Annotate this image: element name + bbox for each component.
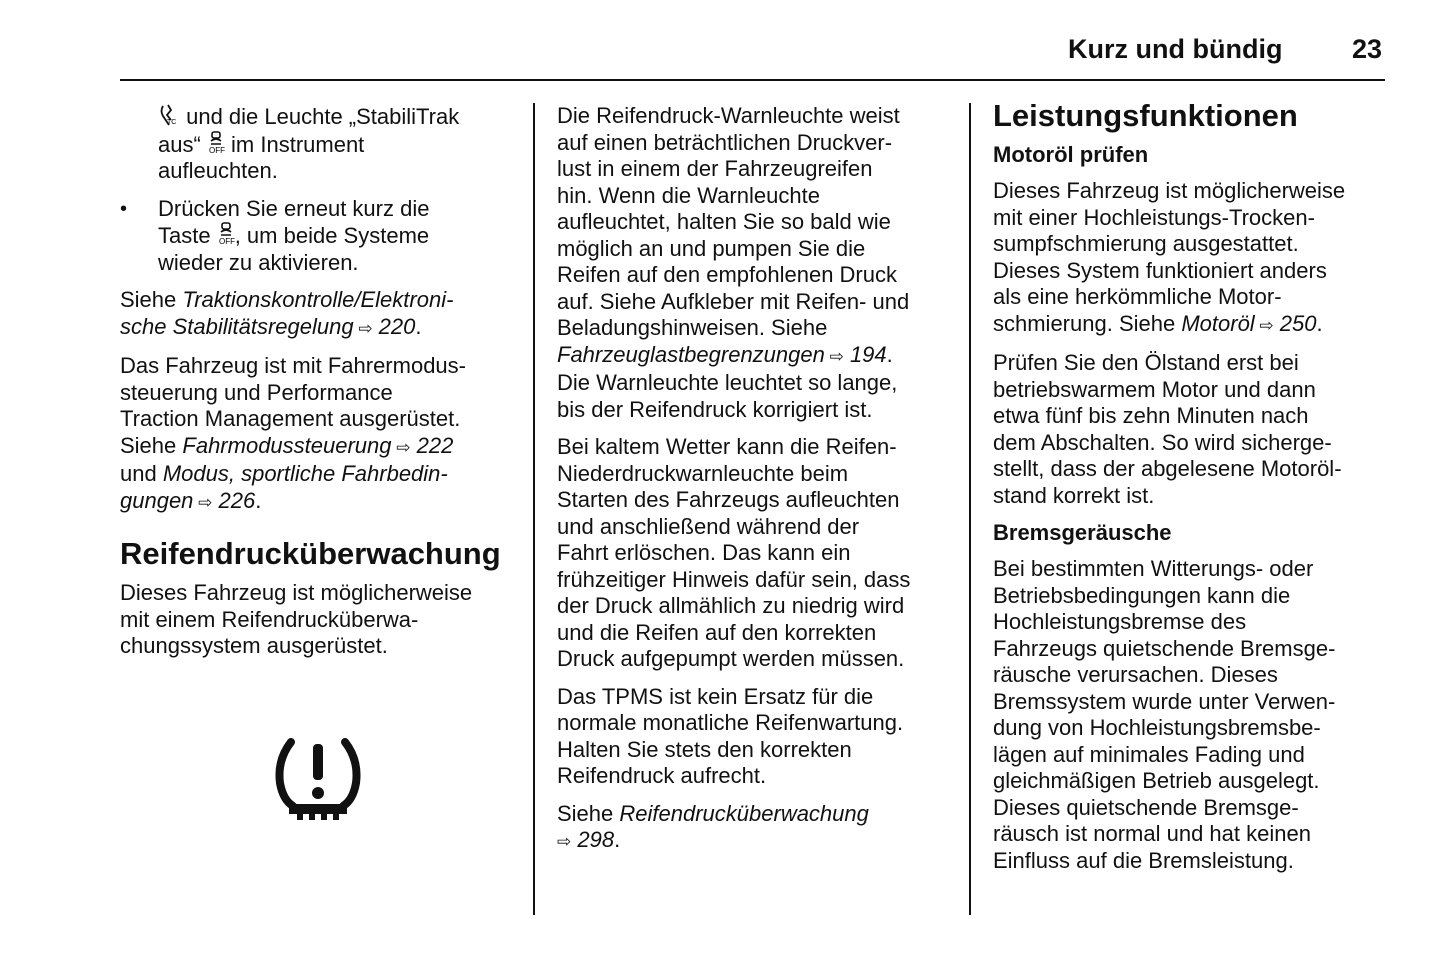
cross-reference: Modus, sportliche Fahrbedin-: [162, 461, 448, 486]
paragraph: [993, 556, 1388, 874]
text: räusche verursachen. Dieses: [993, 662, 1278, 687]
text: dung von Hochleistungsbremsbe-: [993, 715, 1321, 740]
text: der Druck allmählich zu niedrig wird: [557, 593, 905, 618]
page-ref-number: 222: [410, 432, 454, 458]
text: Das TPMS ist kein Ersatz für die: [557, 683, 874, 709]
paragraph: [120, 580, 520, 660]
subsection-heading: Motoröl prüfen: [993, 142, 1149, 167]
text: Dieses Fahrzeug ist möglicherweise: [120, 580, 473, 605]
text: , um beide Systeme: [234, 223, 430, 248]
column-left: [120, 103, 520, 671]
text: Starten des Fahrzeugs aufleuchten: [557, 487, 900, 512]
page-number: 23: [1352, 34, 1383, 64]
text: lägen auf minimales Fading und: [993, 741, 1305, 767]
text: Einfluss auf die Bremsleistung.: [993, 847, 1294, 873]
page-ref-number: 194: [843, 341, 887, 367]
text: im Instrument: [224, 131, 365, 157]
text: Bei bestimmten Witterungs- oder: [993, 556, 1314, 581]
text: und: [120, 461, 163, 486]
text: Prüfen Sie den Ölstand erst bei: [993, 350, 1299, 375]
text: Halten Sie stets den korrekten: [557, 736, 852, 762]
text: stellt, dass der abgelesene Motoröl-: [993, 456, 1342, 481]
tire-pressure-warning-icon: [275, 738, 361, 824]
text: räusch ist normal und hat keinen: [993, 821, 1311, 846]
text: Fahrt erlöschen. Das kann ein: [557, 540, 851, 565]
cross-reference: gungen: [120, 487, 194, 513]
page-ref-number: 250: [1273, 310, 1317, 336]
paragraph: [120, 287, 520, 342]
text: Drücken Sie erneut kurz die: [158, 195, 430, 221]
text: .: [614, 827, 621, 852]
column-right: [993, 98, 1388, 885]
section-heading: Reifendrucküberwachung: [120, 536, 501, 571]
text: auf. Siehe Aufkleber mit Reifen- und: [557, 288, 910, 314]
text: und die Reifen auf den korrekten: [557, 619, 877, 645]
text: Siehe: [557, 800, 620, 826]
cross-reference: Fahrmodussteuerung: [182, 432, 392, 458]
paragraph: [557, 684, 952, 790]
bullet-marker: •: [120, 197, 128, 220]
text: frühzeitiger Hinweis dafür sein, dass: [557, 566, 911, 592]
page-reference-arrow-icon: ⇨: [193, 492, 213, 512]
header-rule: [120, 79, 1385, 81]
text: Die Warnleuchte leuchtet so lange,: [557, 370, 898, 395]
text: schmierung. Siehe: [993, 310, 1182, 336]
page-reference-arrow-icon: ⇨: [391, 437, 411, 457]
text: stand korrekt ist.: [993, 482, 1155, 508]
page-reference-arrow-icon: ⇨: [824, 346, 844, 366]
text: Dieses quietschende Bremsge-: [993, 794, 1299, 820]
column-divider-right: [969, 103, 971, 915]
paragraph: [993, 350, 1388, 509]
text: normale monatliche Reifenwartung.: [557, 710, 904, 735]
text: Druck aufgepumpt werden müssen.: [557, 646, 905, 671]
bullet-item: [120, 196, 520, 277]
page-reference-arrow-icon: ⇨: [1254, 315, 1274, 335]
paragraph: [993, 178, 1388, 339]
paragraph: [120, 353, 520, 516]
cross-reference: Traktionskontrolle/Elektroni-: [182, 287, 454, 312]
bullet-continuation: [120, 103, 520, 185]
section-heading: Leistungsfunktionen: [993, 98, 1298, 133]
text: betriebswarmem Motor und dann: [993, 376, 1316, 402]
text: .: [255, 487, 262, 513]
cross-reference: Fahrzeuglastbegrenzungen: [557, 341, 825, 367]
text: Bremssystem wurde unter Verwen-: [993, 688, 1336, 714]
page-ref-number: 226: [212, 487, 256, 513]
text: hin. Wenn die Warnleuchte: [557, 182, 820, 208]
text: und die Leuchte „StabiliTrak: [180, 104, 460, 129]
text: aus“: [158, 131, 207, 157]
page-reference-arrow-icon: ⇨: [557, 832, 572, 851]
text: Hochleistungsbremse des: [993, 609, 1247, 634]
text: Betriebsbedingungen kann die: [993, 582, 1291, 608]
cross-reference: Reifendrucküberwachung: [619, 800, 869, 826]
text: Reifen auf den empfohlenen Druck: [557, 262, 897, 287]
paragraph: [557, 103, 952, 423]
stabilitrak-off-icon: [217, 222, 235, 246]
text: etwa fünf bis zehn Minuten nach: [993, 403, 1309, 428]
traction-control-off-icon: [158, 103, 180, 127]
text: .: [415, 313, 422, 339]
text: aufleuchtet, halten Sie so bald wie: [557, 209, 891, 234]
running-header-title: Kurz und bündig: [1068, 34, 1283, 64]
text: als eine herkömmliche Motor-: [993, 284, 1282, 309]
text: mit einem Reifendrucküberwa-: [120, 606, 419, 632]
text: Dieses Fahrzeug ist möglicherweise: [993, 178, 1346, 203]
text: bis der Reifendruck korrigiert ist.: [557, 396, 873, 422]
text: steuerung und Performance: [120, 379, 393, 405]
text: Siehe: [120, 432, 183, 458]
text: Niederdruckwarnleuchte beim: [557, 460, 849, 486]
cross-reference: sche Stabilitätsregelung: [120, 313, 354, 339]
text: gleichmäßigen Betrieb ausgelegt.: [993, 768, 1320, 793]
subsection-heading: Bremsgeräusche: [993, 520, 1172, 545]
text: lust in einem der Fahrzeugreifen: [557, 156, 873, 181]
page-ref-number: 298: [571, 827, 615, 852]
text: möglich an und pumpen Sie die: [557, 235, 866, 261]
text: Das Fahrzeug ist mit Fahrermodus-: [120, 353, 466, 378]
svg-text:OFF: OFF: [208, 145, 225, 155]
column-divider-left: [533, 103, 535, 915]
text: Die Reifendruck-Warnleuchte weist: [557, 103, 900, 128]
text: sumpfschmierung ausgestattet.: [993, 231, 1299, 256]
text: Dieses System funktioniert anders: [993, 257, 1327, 283]
text: Traction Management ausgerüstet.: [120, 406, 461, 431]
text: wieder zu aktivieren.: [158, 249, 359, 275]
text: chungssystem ausgerüstet.: [120, 633, 388, 658]
page-reference-arrow-icon: ⇨: [353, 318, 373, 338]
text: aufleuchten.: [158, 158, 278, 183]
text: Beladungshinweisen. Siehe: [557, 315, 828, 340]
paragraph: [557, 801, 952, 856]
column-middle: [557, 103, 952, 867]
text: Taste: [158, 223, 217, 248]
text: .: [886, 341, 893, 367]
page-ref-number: 220: [372, 313, 416, 339]
text: auf einen beträchtlichen Druckver-: [557, 129, 893, 155]
text: .: [1316, 310, 1323, 336]
text: Fahrzeugs quietschende Bremsge-: [993, 635, 1336, 661]
text: Reifendruck aufrecht.: [557, 763, 767, 788]
cross-reference: Motoröl: [1181, 310, 1255, 336]
paragraph: [557, 434, 952, 673]
text: mit einer Hochleistungs-Trocken-: [993, 204, 1315, 230]
svg-text:OFF: OFF: [218, 237, 235, 246]
text: und anschließend während der: [557, 513, 860, 539]
stabilitrak-off-icon: [207, 131, 225, 155]
text: Bei kaltem Wetter kann die Reifen-: [557, 434, 897, 459]
text: Siehe: [120, 287, 183, 312]
text: dem Abschalten. So wird sicherge-: [993, 429, 1332, 455]
svg-text:TC: TC: [167, 119, 177, 126]
